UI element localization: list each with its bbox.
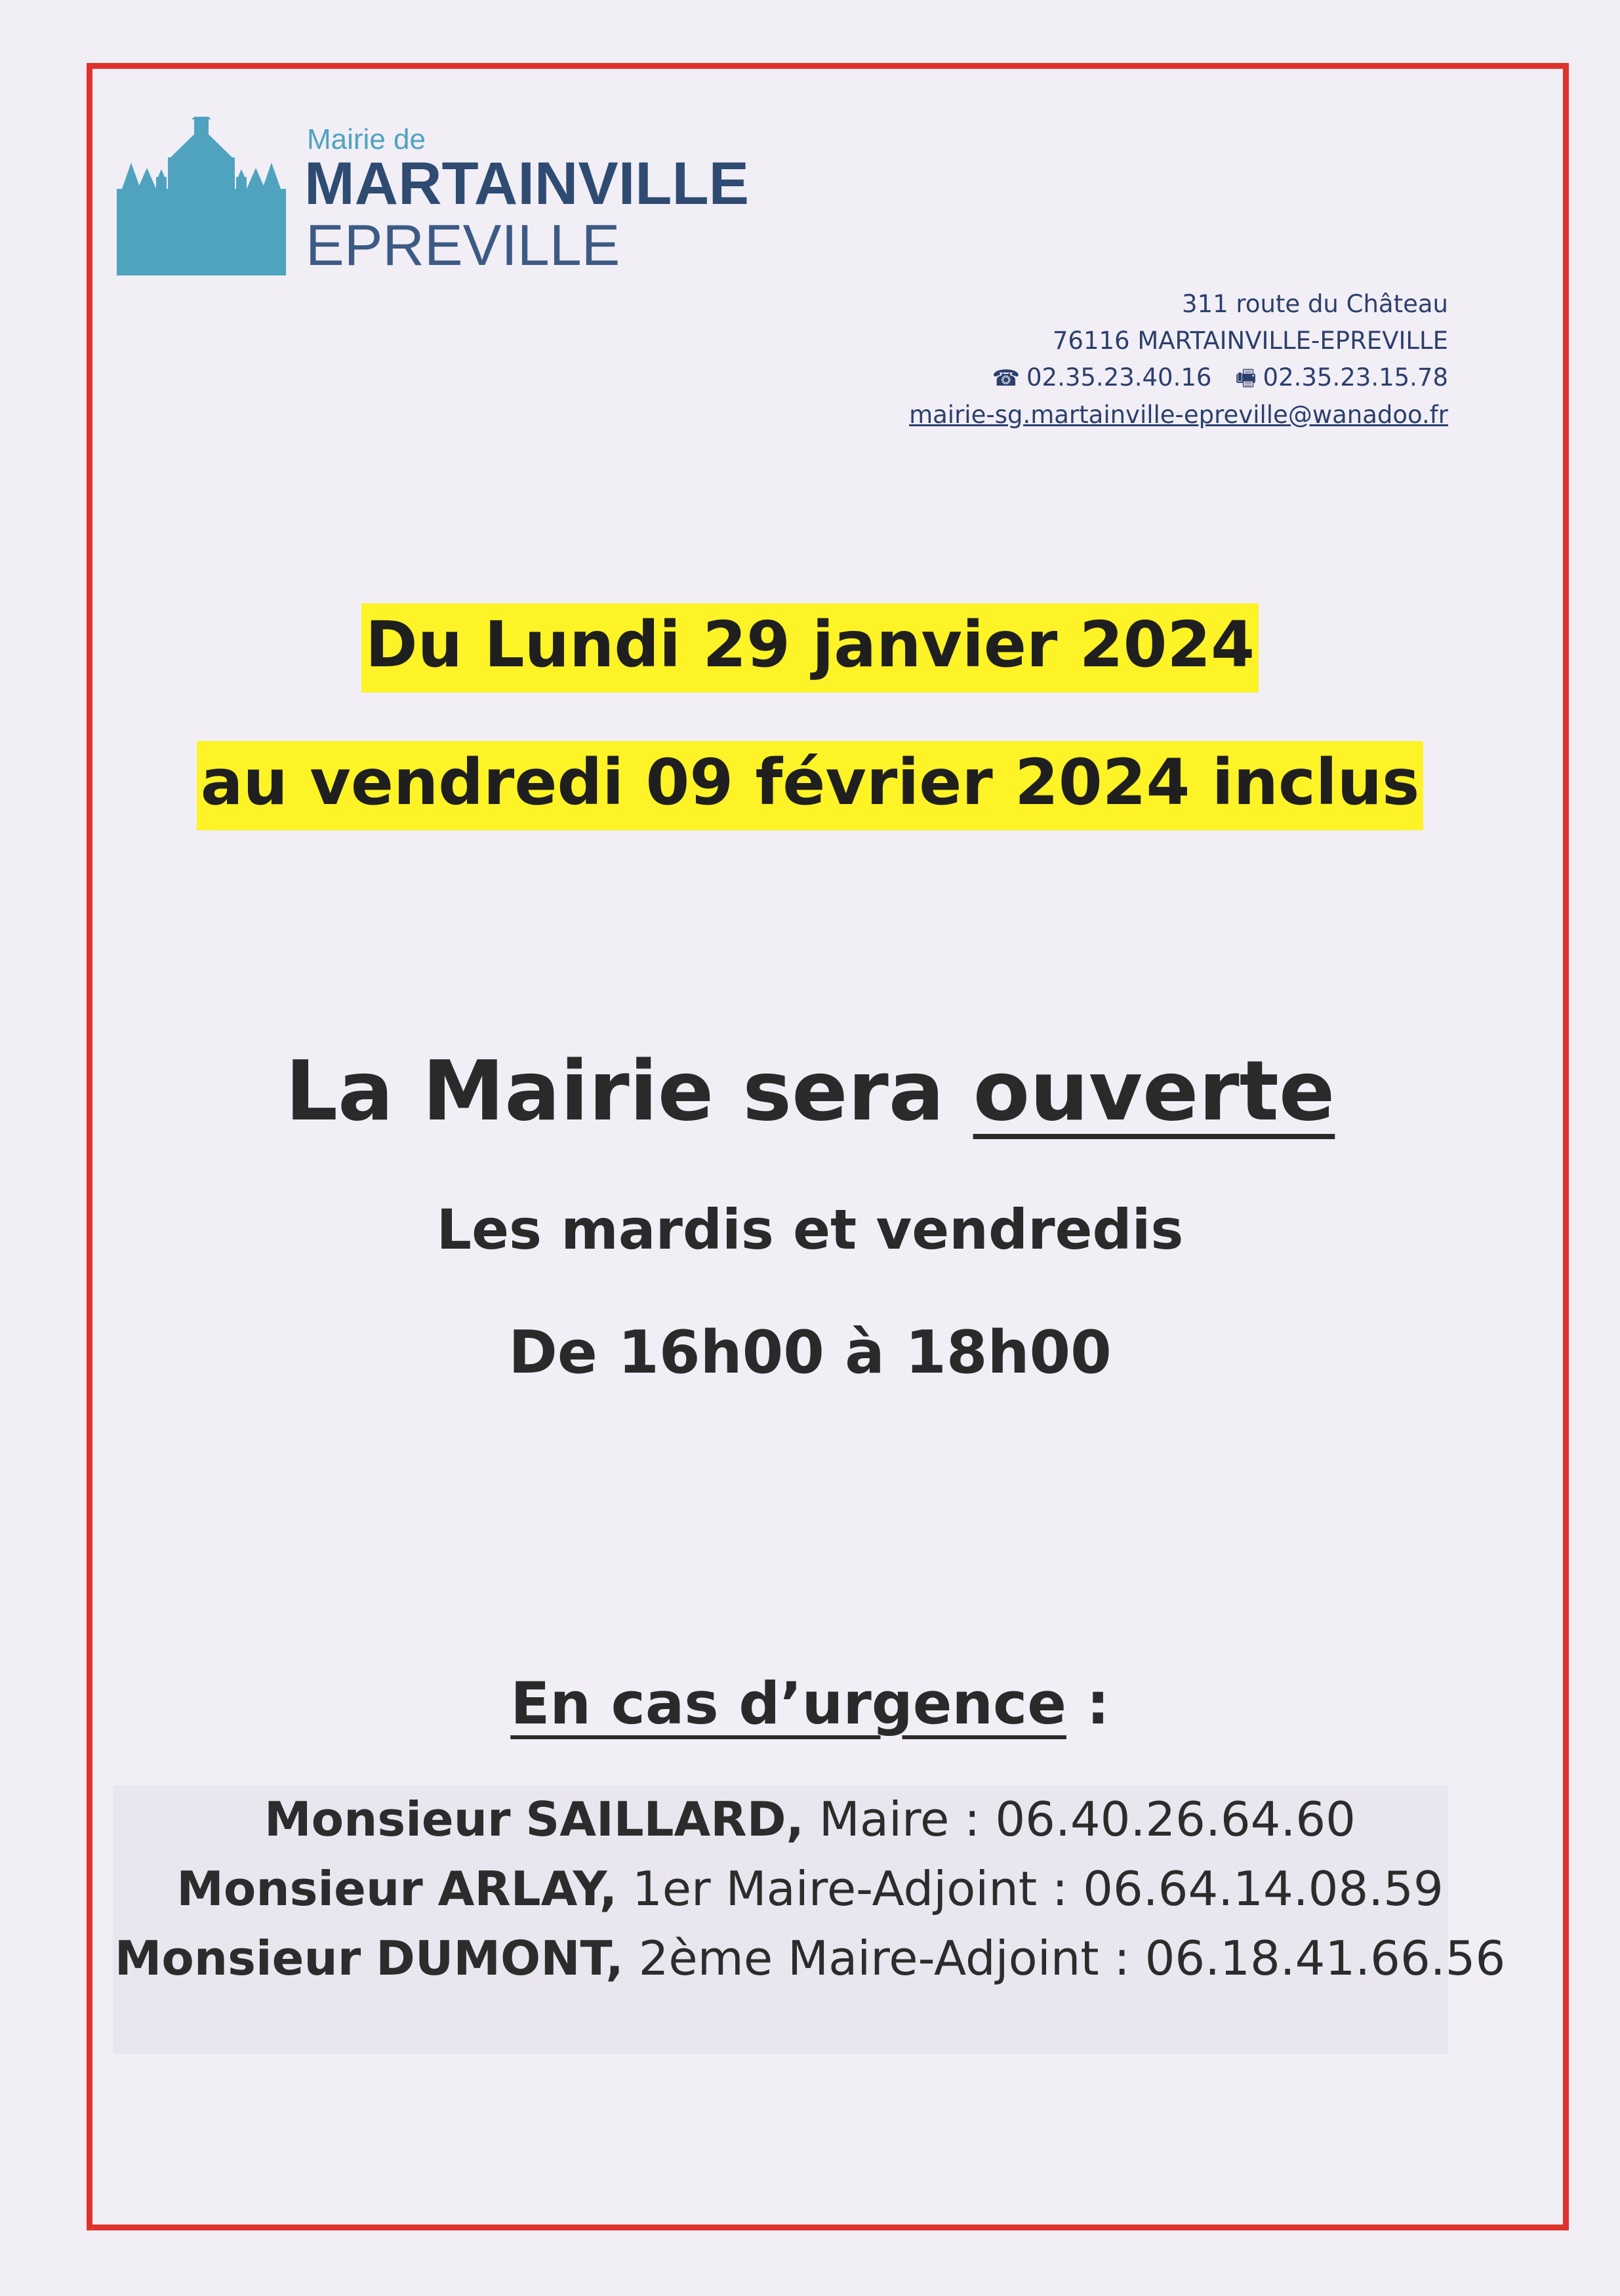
contact-row	[0, 1792, 1620, 1847]
opening-hours: De 16h00 à 18h00	[508, 1318, 1112, 1387]
date-range-end	[0, 741, 1620, 830]
contact-row	[0, 1931, 1620, 1986]
phone-number: 02.35.23.40.16	[1026, 363, 1212, 392]
emergency-heading-text: En cas d’urgence	[510, 1670, 1066, 1737]
address-block	[909, 286, 1448, 433]
contact-role: Maire :	[819, 1792, 981, 1847]
contact-title: Monsieur	[264, 1792, 511, 1847]
fax-number: 02.35.23.15.78	[1263, 363, 1448, 392]
telephone-icon: ☎	[992, 365, 1020, 392]
contact-phone[interactable]: 06.64.14.08.59	[1083, 1861, 1444, 1916]
fax-icon: 🖷	[1235, 365, 1257, 392]
contact-phone[interactable]: 06.40.26.64.60	[995, 1792, 1356, 1847]
emergency-heading-colon: :	[1066, 1670, 1110, 1737]
contact-phone[interactable]: 06.18.41.66.56	[1144, 1931, 1506, 1986]
emergency-heading	[0, 1670, 1620, 1737]
contact-name: SAILLARD,	[525, 1792, 804, 1847]
chateau-building-icon	[117, 117, 286, 275]
contact-role: 2ème Maire-Adjoint :	[638, 1931, 1130, 1986]
contact-title: Monsieur	[114, 1931, 361, 1986]
opening-title	[0, 1043, 1620, 1139]
contact-name: ARLAY,	[437, 1861, 618, 1916]
contact-row	[0, 1861, 1620, 1916]
logo-subtitle: EPREVILLE	[306, 212, 620, 277]
contact-title: Monsieur	[176, 1861, 423, 1916]
opening-title-emphasis: ouverte	[973, 1043, 1335, 1139]
opening-days: Les mardis et vendredis	[436, 1198, 1184, 1262]
address-phones	[909, 359, 1448, 397]
address-street: 311 route du Château	[1182, 290, 1448, 318]
date-line-2: au vendredi 09 février 2024 inclus	[197, 741, 1424, 830]
email-link[interactable]: mairie-sg.martainville-epreville@wanadoo.fr	[909, 401, 1448, 429]
logo-title: MARTAINVILLE	[304, 150, 750, 217]
date-line-1: Du Lundi 29 janvier 2024	[361, 603, 1259, 693]
logo-caption: Mairie de	[307, 123, 426, 155]
address-city: 76116 MARTAINVILLE-EPREVILLE	[1052, 327, 1448, 355]
contact-name: DUMONT,	[376, 1931, 624, 1986]
contact-role: 1er Maire-Adjoint :	[632, 1861, 1068, 1916]
date-range-start	[0, 603, 1620, 693]
town-hall-logo	[117, 117, 759, 281]
opening-title-prefix: La Mairie sera	[285, 1043, 973, 1139]
